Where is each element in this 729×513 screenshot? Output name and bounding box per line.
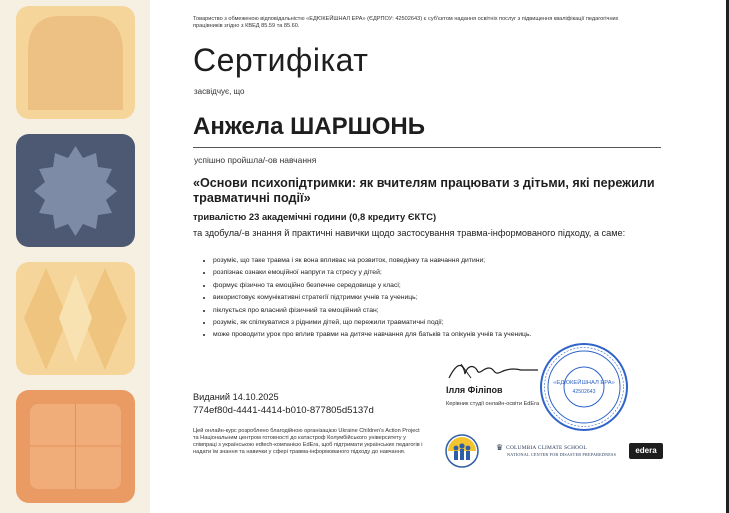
decorative-sidebar (0, 0, 150, 513)
passed-text: успішно пройшла/-ов навчання (194, 155, 317, 165)
stamp-name: «ЕДЮКЕЙШНАЛ ЕРА» (553, 380, 615, 386)
certificate-title: Сертифікат (193, 42, 369, 78)
decor-tile-diamonds (16, 262, 135, 375)
recipient-name: Анжела ШАРШОНЬ (193, 113, 425, 140)
columbia-logo (496, 443, 634, 457)
legal-text: Товариство з обмеженою відповідальністю «ЕДЮКЕЙШНАЛ ЕРА» (ЄДРПОУ: 42502643) є суб'єктом надання освітніх послуг з підвищення кваліфікації педагогічних працівників згідно з КВЕД 85.59 та 85.60. (193, 16, 619, 29)
skill-item: • використовує комунікативні стратегії підтримки учнів та учениць; (213, 292, 683, 304)
skill-item: • розпізнає ознаки емоційної напруги та стресу у дітей; (213, 267, 683, 279)
skill-item: • піклується про власний фізичний та емоційний стан; (213, 305, 683, 317)
course-title: «Основи психопідтримки: як вчителям працювати з дітьми, які пережили травматичні події» (193, 176, 655, 205)
star-burst-icon (16, 134, 135, 247)
footer-note: Цей онлайн-курс розроблено благодійною організацією Ukraine Children's Action Project та Національним центром готовності до катастроф Колумбійського університету у співпраці з українською edtech-компанією EdEra, щоб підтримати українських педагогів і надати їм знання та навички у сфері травма-інформованого підходу до навчання. (193, 428, 423, 455)
gained-text: та здобула/-в знання й практичні навички щодо застосування травма-інформованого підходу, а саме: (193, 228, 626, 238)
skill-item: • розуміє, як спілкуватися з рідними дітей, що пережили травматичні події; (213, 317, 683, 329)
ngo-logo-icon (445, 434, 479, 468)
skill-item: • може проводити урок про вплив травми на дитяче навчання для батьків та опікунів учнів та учениць. (213, 329, 683, 341)
signer-name: Ілля Філіпов (446, 385, 503, 395)
official-stamp-icon (539, 342, 629, 432)
decor-tile-star (16, 134, 135, 247)
divider (193, 147, 661, 148)
edera-logo: edera (629, 443, 663, 459)
issue-date: Виданий 14.10.2025 (193, 392, 279, 402)
course-duration: тривалістю 23 академічні години (0,8 кредиту ЄКТС) (193, 211, 437, 222)
decor-tile-grid (16, 390, 135, 503)
decor-tile-arch (16, 6, 135, 119)
certificate-id: 774ef80d-4441-4414-b010-877805d5137d (193, 405, 374, 416)
crown-icon: ♛ (496, 443, 504, 452)
columbia-subtitle: NATIONAL CENTER FOR DISASTER PREPAREDNESS (507, 452, 617, 457)
certifies-text: засвідчує, що (194, 87, 245, 96)
signer-role: Керівник студії онлайн-освіти EdEra (446, 401, 540, 407)
columbia-name: COLUMBIA CLIMATE SCHOOL (506, 444, 587, 451)
arch-shape-icon (16, 6, 135, 119)
skill-item: • формує фізично та емоційно безпечне середовище у класі; (213, 280, 683, 292)
skills-list (193, 255, 683, 342)
skill-item: • розуміє, що таке травма і як вона впливає на розвиток, поведінку та навчання дитини; (213, 255, 683, 267)
diamond-pattern-icon (16, 262, 135, 375)
signature-icon (443, 356, 543, 384)
grid-pattern-icon (16, 390, 135, 503)
stamp-code: 42502643 (572, 389, 596, 395)
